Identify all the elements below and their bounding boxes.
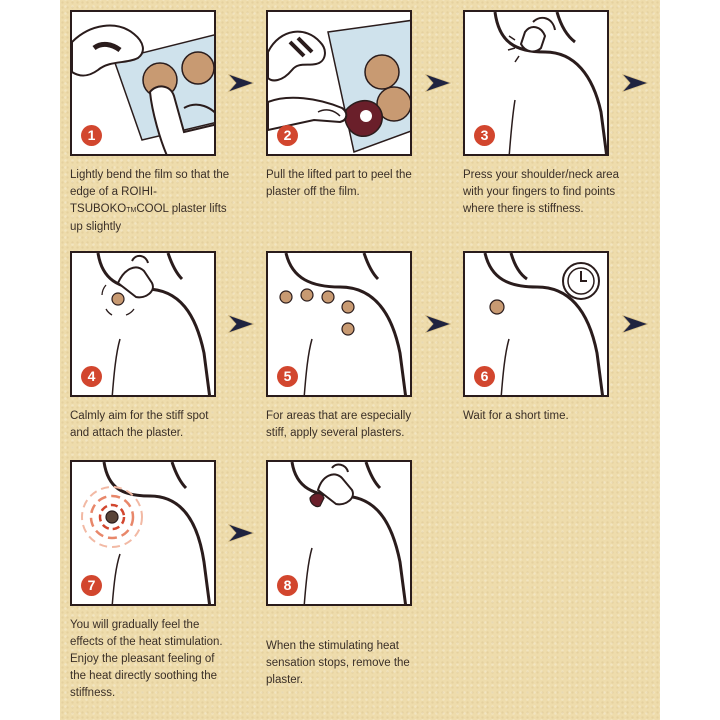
step-6-panel — [463, 251, 609, 397]
step-3-panel — [463, 10, 609, 156]
step-6-caption: Wait for a short time. — [463, 410, 569, 422]
step-2-panel — [266, 10, 412, 156]
step-7-caption: You will gradually feel the effects of the heat stimulation. Enjoy the pleasant feeling of the heat directly soothing the stiffness. — [70, 619, 223, 699]
step-1-caption: Lightly bend the film so that the edge of a ROIHI-TSUBOKOTMCOOL plaster lifts up slightly — [70, 169, 230, 233]
step-3-number-badge: 3 — [474, 125, 495, 146]
next-step-arrow-icon — [622, 74, 648, 92]
step-2-caption: Pull the lifted part to peel the plaster off the film. — [266, 169, 412, 198]
instruction-sheet — [60, 0, 660, 720]
step-8-number-badge: 8 — [277, 575, 298, 596]
step-7-number-badge: 7 — [81, 575, 102, 596]
step-1-panel — [70, 10, 216, 156]
step-4-caption: Calmly aim for the stiff spot and attach the plaster. — [70, 410, 209, 439]
next-step-arrow-icon — [425, 74, 451, 92]
step-4-panel — [70, 251, 216, 397]
step-4-number-badge: 4 — [81, 366, 102, 387]
next-step-arrow-icon — [622, 315, 648, 333]
step-5-number-badge: 5 — [277, 366, 298, 387]
step-5-panel — [266, 251, 412, 397]
next-step-arrow-icon — [425, 315, 451, 333]
step-6-number-badge: 6 — [474, 366, 495, 387]
next-step-arrow-icon — [228, 524, 254, 542]
step-7-panel — [70, 460, 216, 606]
step-2-number-badge: 2 — [277, 125, 298, 146]
step-5-caption: For areas that are especially stiff, apply several plasters. — [266, 410, 412, 439]
step-1-number-badge: 1 — [81, 125, 102, 146]
next-step-arrow-icon — [228, 315, 254, 333]
step-8-panel — [266, 460, 412, 606]
next-step-arrow-icon — [228, 74, 254, 92]
step-8-caption: When the stimulating heat sensation stops, remove the plaster. — [266, 640, 410, 686]
clock-icon — [563, 263, 599, 299]
step-3-caption: Press your shoulder/neck area with your fingers to find points where there is stiffness. — [463, 169, 619, 215]
